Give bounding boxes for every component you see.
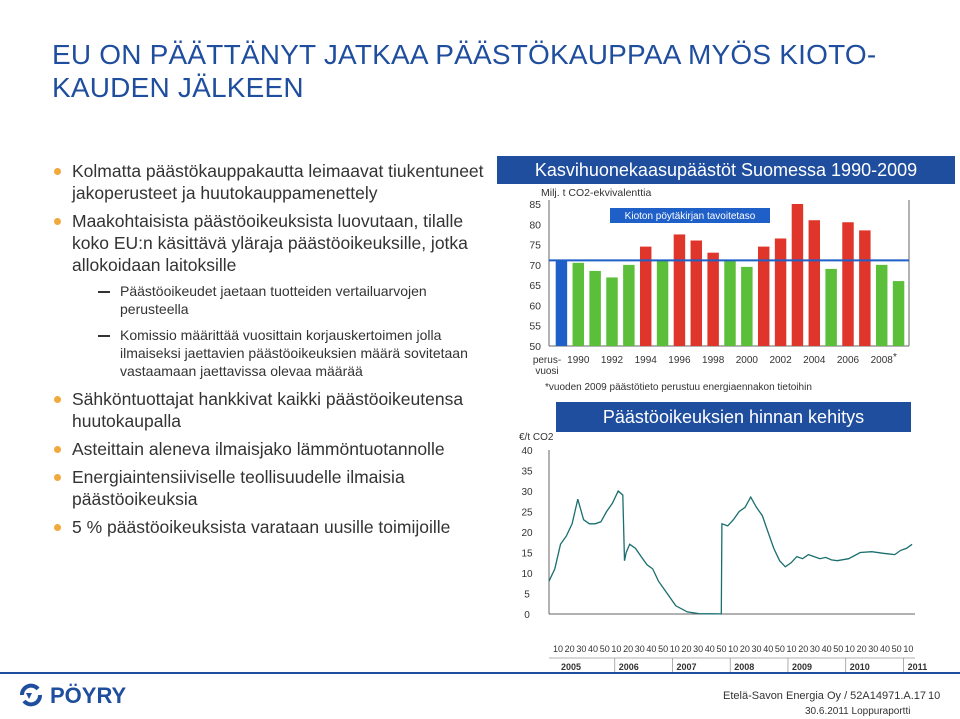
bar — [775, 238, 786, 346]
x-year-label: 2007 — [676, 662, 697, 672]
chart-footnote: *vuoden 2009 päästötieto perustuu energiaennakon tietoihin — [545, 382, 812, 393]
y-tick-label: 20 — [521, 528, 533, 539]
x-tick-label: 2006 — [836, 355, 860, 366]
x-year-label: 2008 — [734, 662, 755, 672]
y-tick-label: 30 — [521, 487, 533, 498]
x-minor-tick-label: 10 — [669, 644, 680, 654]
bar — [691, 241, 702, 346]
bullet-item: Sähköntuottajat hankkivat kaikki päästöoikeutensa huutokaupalla — [52, 388, 492, 432]
x-minor-tick-label: 20 — [798, 644, 809, 654]
x-minor-tick-label: 50 — [658, 644, 669, 654]
y-tick-label: 15 — [521, 548, 533, 560]
y-tick-label: 10 — [521, 569, 533, 580]
x-minor-tick-label: 50 — [833, 644, 844, 654]
y-tick-label: 65 — [529, 280, 541, 293]
bullet-item: Asteittain aleneva ilmaisjako lämmöntuotannolle — [52, 438, 492, 460]
x-minor-tick-label: 30 — [634, 644, 645, 654]
x-tick-label: 1996 — [668, 355, 691, 366]
poyry-logo — [18, 681, 138, 709]
bar — [724, 261, 735, 346]
x-minor-tick-label: 20 — [739, 644, 750, 654]
x-year-label: 2011 — [907, 662, 928, 672]
x-tick-label: 1994 — [634, 355, 657, 366]
x-minor-tick-label: 50 — [716, 644, 727, 654]
bullet-list — [52, 160, 492, 544]
x-tick-label: 2008 — [870, 355, 893, 366]
bar — [623, 265, 634, 346]
x-minor-tick-label: 10 — [786, 644, 797, 654]
bar — [741, 267, 752, 346]
bar — [556, 260, 567, 346]
x-minor-tick-label: 10 — [553, 644, 564, 654]
x-minor-tick-label: 50 — [774, 644, 785, 654]
x-minor-tick-label: 40 — [879, 644, 890, 654]
x-tick-label: 2000 — [735, 355, 758, 366]
bar — [589, 271, 600, 346]
x-tick-label: * — [893, 352, 897, 363]
x-minor-tick-label: 30 — [868, 644, 879, 654]
y-tick-label: 75 — [529, 239, 541, 252]
bullet-dot-icon — [54, 474, 61, 481]
bullet-item: Energiaintensiiviselle teollisuudelle ilmaisia päästöoikeuksia — [52, 466, 492, 510]
x-minor-tick-label: 30 — [751, 644, 762, 654]
x-tick-label: 1998 — [702, 355, 725, 366]
x-tick-label: 1992 — [600, 355, 624, 366]
y-tick-label: 5 — [524, 589, 530, 601]
bullet-item: 5 % päästöoikeuksista varataan uusille toimijoille — [52, 516, 492, 538]
target-label: Kioton pöytäkirjan tavoitetaso — [624, 211, 756, 222]
x-minor-tick-label: 40 — [646, 644, 657, 654]
y-tick-label: 60 — [529, 300, 541, 313]
y-tick-label: 0 — [524, 610, 530, 621]
x-year-label: 2005 — [560, 662, 582, 672]
x-minor-tick-label: 30 — [576, 644, 587, 654]
emissions-chart-title: Kasvihuonekaasupäästöt Suomessa 1990-2009 — [497, 156, 955, 184]
x-minor-tick-label: 20 — [856, 644, 867, 654]
x-minor-tick-label: 30 — [693, 644, 704, 654]
bar — [876, 265, 887, 346]
x-minor-tick-label: 10 — [903, 644, 914, 654]
y-tick-label: 40 — [521, 446, 533, 457]
emissions-bar-chart — [497, 184, 957, 398]
footer-divider — [0, 672, 960, 674]
poyry-logo-icon — [22, 686, 40, 705]
price-series-line — [549, 491, 912, 614]
page-title — [52, 38, 912, 104]
bullet-dot-icon — [54, 396, 61, 403]
bar — [825, 269, 836, 346]
y-tick-label: 70 — [529, 259, 541, 272]
x-tick-label: 2004 — [803, 355, 826, 366]
poyry-logo-text: PÖYRY — [50, 683, 127, 708]
x-minor-tick-label: 50 — [891, 644, 902, 654]
x-minor-tick-label: 10 — [611, 644, 622, 654]
bar — [859, 230, 870, 346]
price-line-chart — [497, 426, 957, 674]
x-minor-tick-label: 40 — [704, 644, 715, 654]
y-tick-label: 80 — [529, 219, 541, 232]
bar — [893, 281, 904, 346]
bar — [606, 277, 617, 346]
bar — [809, 220, 820, 346]
footer-date: 30.6.2011 Loppuraportti — [805, 706, 911, 717]
title-line-2: KAUDEN JÄLKEEN — [52, 72, 304, 103]
bullet-item: Maakohtaisista päästöoikeuksista luovutaan, tilalle koko EU:n käsittävä yläraja päästöoikeuksille, jotka allokoidaan laitoksille — [52, 210, 492, 276]
x-minor-tick-label: 10 — [844, 644, 855, 654]
sub-bullet-item: Komissio määrittää vuosittain korjauskertoimen jolla ilmaiseksi jaettavien päästöoikeuksien määrä sovitetaan vastaamaan jaettavissa olevaa määrää — [52, 326, 492, 380]
dash-icon — [98, 335, 110, 337]
x-tick-label: 1990 — [567, 355, 590, 366]
title-line-1: EU ON PÄÄTTÄNYT JATKAA PÄÄSTÖKAUPPAA MYÖS KIOTO- — [52, 39, 877, 70]
y-tick-label: 85 — [529, 199, 541, 211]
x-minor-tick-label: 20 — [681, 644, 692, 654]
bar — [674, 234, 685, 346]
bar — [842, 222, 853, 346]
y-tick-label: 35 — [521, 466, 533, 478]
footer-company: Etelä-Savon Energia Oy / 52A14971.A.17 — [723, 690, 927, 702]
x-year-label: 2006 — [618, 662, 639, 672]
y-axis-label: Milj. t CO2-ekvivalenttia — [541, 187, 652, 199]
bar — [573, 263, 584, 346]
x-minor-tick-label: 40 — [821, 644, 832, 654]
bullet-item: Kolmatta päästökauppakautta leimaavat tiukentuneet jakoperusteet ja huutokauppamenettely — [52, 160, 492, 204]
bar — [707, 253, 718, 346]
y-tick-label: 50 — [529, 341, 541, 353]
x-tick-label: 2002 — [769, 355, 792, 366]
x-minor-tick-label: 20 — [564, 644, 575, 654]
x-minor-tick-label: 20 — [623, 644, 634, 654]
bullet-dot-icon — [54, 218, 61, 225]
y-tick-label: 55 — [529, 320, 541, 333]
bar — [640, 247, 651, 346]
page-number: 10 — [928, 690, 941, 702]
x-year-label: 2009 — [791, 662, 812, 672]
x-minor-tick-label: 40 — [588, 644, 599, 654]
bullet-dot-icon — [54, 446, 61, 453]
price-chart-title: Päästöoikeuksien hinnan kehitys — [556, 402, 911, 432]
bar — [657, 261, 668, 346]
x-tick-label: perus- — [532, 355, 562, 366]
x-minor-tick-label: 10 — [728, 644, 739, 654]
x-year-label: 2010 — [849, 662, 870, 672]
x-minor-tick-label: 40 — [763, 644, 774, 654]
y-tick-label: 25 — [521, 507, 533, 519]
bar — [758, 247, 769, 346]
x-minor-tick-label: 30 — [809, 644, 820, 654]
x-tick-label: vuosi — [535, 366, 559, 377]
bullet-dot-icon — [54, 168, 61, 175]
dash-icon — [98, 291, 110, 293]
x-minor-tick-label: 50 — [599, 644, 610, 654]
y-axis-label: €/t CO2 — [519, 432, 554, 443]
bullet-dot-icon — [54, 524, 61, 531]
bar — [792, 204, 803, 346]
sub-bullet-item: Päästöoikeudet jaetaan tuotteiden vertailuarvojen perusteella — [52, 282, 492, 318]
